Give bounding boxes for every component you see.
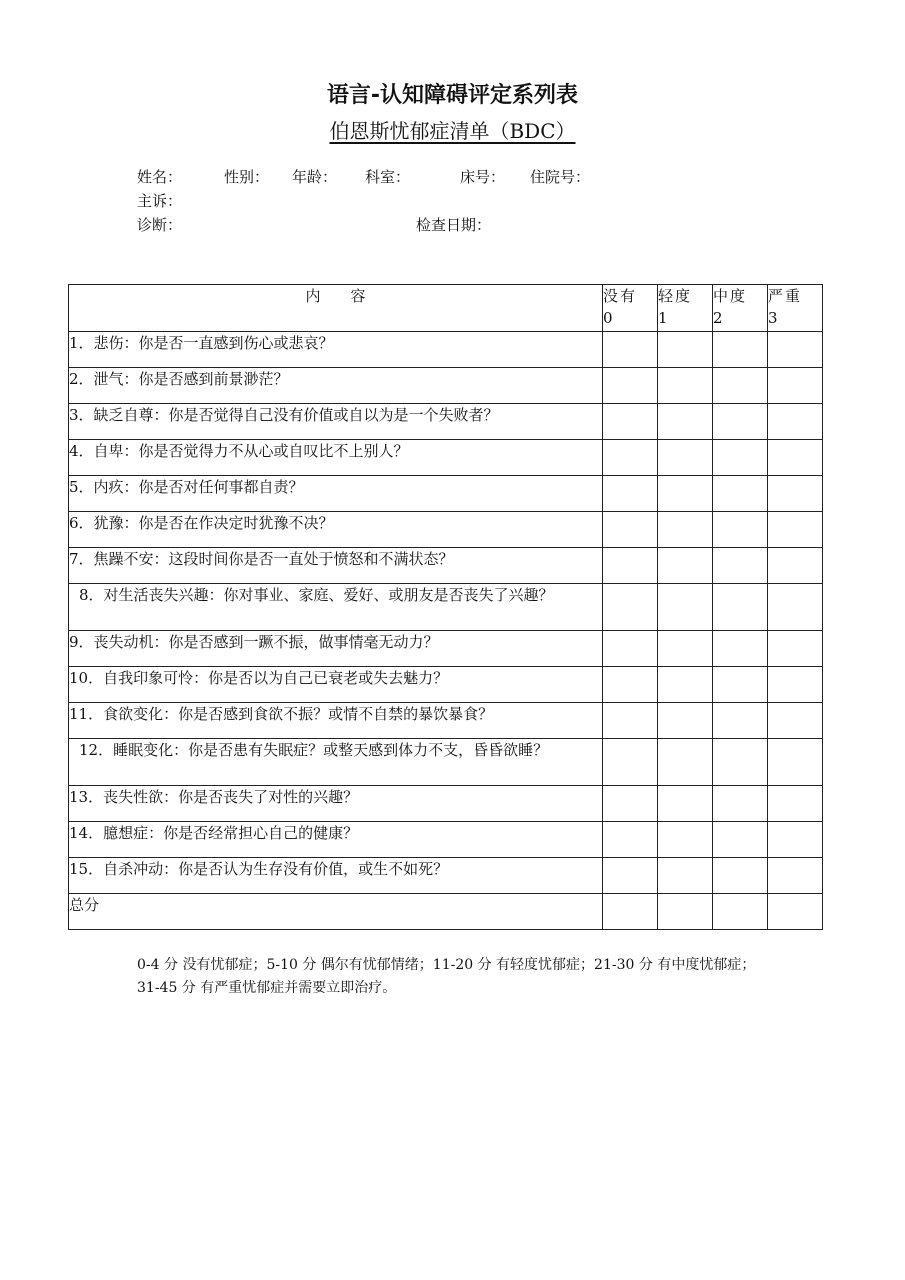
- score-cell[interactable]: [713, 822, 768, 858]
- score-cell[interactable]: [768, 332, 823, 368]
- score-cell[interactable]: [713, 584, 768, 631]
- item-text: 9．丧失动机：你是否感到一蹶不振，做事情毫无动力？: [69, 631, 603, 667]
- scoring-note-line: 0-4 分 没有忧郁症；5-10 分 偶尔有忧郁情绪；11-20 分 有轻度忧郁症；21-30 分 有中度忧郁症；: [137, 957, 756, 973]
- department-label: 科室：: [365, 168, 411, 186]
- score-cell[interactable]: [603, 332, 658, 368]
- score-cell[interactable]: [603, 404, 658, 440]
- total-cell[interactable]: [713, 894, 768, 930]
- score-cell[interactable]: [658, 368, 713, 404]
- name-label: 姓名：: [137, 168, 183, 186]
- score-cell[interactable]: [603, 858, 658, 894]
- item-text: 8．对生活丧失兴趣：你对事业、家庭、爱好、或朋友是否丧失了兴趣？: [69, 584, 603, 631]
- score-cell[interactable]: [713, 368, 768, 404]
- score-cell[interactable]: [768, 584, 823, 631]
- score-cell[interactable]: [658, 440, 713, 476]
- table-row: [69, 631, 823, 667]
- score-cell[interactable]: [603, 667, 658, 703]
- score-cell[interactable]: [768, 703, 823, 739]
- score-cell[interactable]: [768, 822, 823, 858]
- score-cell[interactable]: [603, 548, 658, 584]
- item-text: 5．内疚：你是否对任何事都自责？: [69, 476, 603, 512]
- score-cell[interactable]: [658, 703, 713, 739]
- item-text: 11．食欲变化：你是否感到食欲不振？或情不自禁的暴饮暴食？: [69, 703, 603, 739]
- score-cell[interactable]: [768, 786, 823, 822]
- content-header: 内 容: [69, 285, 603, 332]
- complaint-label: 主诉：: [137, 192, 183, 210]
- total-row: [69, 894, 823, 930]
- score-cell[interactable]: [713, 703, 768, 739]
- score-cell[interactable]: [658, 786, 713, 822]
- table-row: [69, 667, 823, 703]
- score-cell[interactable]: [658, 512, 713, 548]
- page-title: 语言-认知障碍评定系列表: [326, 83, 579, 108]
- sex-label: 性别：: [224, 168, 270, 186]
- score-cell[interactable]: [713, 332, 768, 368]
- score-cell[interactable]: [768, 404, 823, 440]
- score-cell[interactable]: [768, 512, 823, 548]
- item-text: 3．缺乏自尊：你是否觉得自己没有价值或自以为是一个失败者？: [69, 404, 603, 440]
- item-text: 2．泄气：你是否感到前景渺茫？: [69, 368, 603, 404]
- table-row: [69, 440, 823, 476]
- score-cell[interactable]: [713, 858, 768, 894]
- score-cell[interactable]: [713, 476, 768, 512]
- table-row: [69, 584, 823, 631]
- score-cell[interactable]: [768, 548, 823, 584]
- score-header-mild: 轻度 1: [658, 285, 713, 332]
- score-cell[interactable]: [768, 631, 823, 667]
- item-text: 7．焦躁不安：这段时间你是否一直处于愤怒和不满状态？: [69, 548, 603, 584]
- total-cell[interactable]: [658, 894, 713, 930]
- score-cell[interactable]: [658, 631, 713, 667]
- scoring-note: [137, 954, 817, 1000]
- score-cell[interactable]: [713, 548, 768, 584]
- item-text: 4．自卑：你是否觉得力不从心或自叹比不上别人？: [69, 440, 603, 476]
- questionnaire-table: [68, 284, 823, 930]
- page-subtitle: [0, 115, 905, 144]
- item-text: 13．丧失性欲：你是否丧失了对性的兴趣？: [69, 786, 603, 822]
- table-row: [69, 739, 823, 786]
- table-row: [69, 858, 823, 894]
- table-row: [69, 512, 823, 548]
- score-cell[interactable]: [713, 739, 768, 786]
- score-cell[interactable]: [713, 786, 768, 822]
- score-header-none: 没有 0: [603, 285, 658, 332]
- subtitle-text: 伯恩斯忧郁症清单（BDC）: [329, 119, 576, 143]
- score-cell[interactable]: [713, 512, 768, 548]
- admission-no-label: 住院号：: [530, 168, 591, 186]
- score-cell[interactable]: [713, 667, 768, 703]
- score-cell[interactable]: [658, 667, 713, 703]
- table-row: [69, 368, 823, 404]
- table-header-row: [69, 285, 823, 332]
- table-row: [69, 404, 823, 440]
- score-cell[interactable]: [658, 584, 713, 631]
- score-cell[interactable]: [658, 404, 713, 440]
- item-text: 14．臆想症：你是否经常担心自己的健康？: [69, 822, 603, 858]
- score-header-moderate: 中度 2: [713, 285, 768, 332]
- score-cell[interactable]: [768, 667, 823, 703]
- item-text: 12．睡眠变化：你是否患有失眠症？或整天感到体力不支，昏昏欲睡？: [69, 739, 603, 786]
- item-text: 15．自杀冲动：你是否认为生存没有价值，或生不如死？: [69, 858, 603, 894]
- score-cell[interactable]: [603, 786, 658, 822]
- score-cell[interactable]: [768, 858, 823, 894]
- score-cell[interactable]: [713, 404, 768, 440]
- score-cell[interactable]: [603, 476, 658, 512]
- item-text: 6．犹豫：你是否在作决定时犹豫不决？: [69, 512, 603, 548]
- table-row: [69, 703, 823, 739]
- score-cell[interactable]: [658, 548, 713, 584]
- score-cell[interactable]: [768, 476, 823, 512]
- item-text: 10．自我印象可怜：你是否以为自己已衰老或失去魅力？: [69, 667, 603, 703]
- score-cell[interactable]: [658, 332, 713, 368]
- exam-date-label: 检查日期：: [416, 216, 492, 234]
- table-row: [69, 548, 823, 584]
- score-header-severe: 严重 3: [768, 285, 823, 332]
- total-label: 总分: [69, 894, 603, 930]
- score-cell[interactable]: [658, 476, 713, 512]
- score-cell[interactable]: [603, 368, 658, 404]
- bed-label: 床号：: [460, 168, 506, 186]
- total-cell[interactable]: [768, 894, 823, 930]
- table-row: [69, 786, 823, 822]
- item-text: 1．悲伤：你是否一直感到伤心或悲哀？: [69, 332, 603, 368]
- score-cell[interactable]: [658, 822, 713, 858]
- score-cell[interactable]: [768, 368, 823, 404]
- score-cell[interactable]: [603, 822, 658, 858]
- score-cell[interactable]: [603, 739, 658, 786]
- score-cell[interactable]: [658, 739, 713, 786]
- score-cell[interactable]: [603, 512, 658, 548]
- age-label: 年龄：: [292, 168, 338, 186]
- scoring-note-line: 31-45 分 有严重忧郁症并需要立即治疗。: [137, 980, 397, 996]
- table-row: [69, 476, 823, 512]
- score-cell[interactable]: [768, 440, 823, 476]
- score-cell[interactable]: [603, 440, 658, 476]
- score-cell[interactable]: [603, 703, 658, 739]
- score-cell[interactable]: [603, 584, 658, 631]
- score-cell[interactable]: [713, 631, 768, 667]
- score-cell[interactable]: [713, 440, 768, 476]
- score-cell[interactable]: [658, 858, 713, 894]
- table-row: [69, 822, 823, 858]
- diagnosis-label: 诊断：: [137, 216, 183, 234]
- score-cell[interactable]: [603, 631, 658, 667]
- score-cell[interactable]: [768, 739, 823, 786]
- total-cell[interactable]: [603, 894, 658, 930]
- table-row: [69, 332, 823, 368]
